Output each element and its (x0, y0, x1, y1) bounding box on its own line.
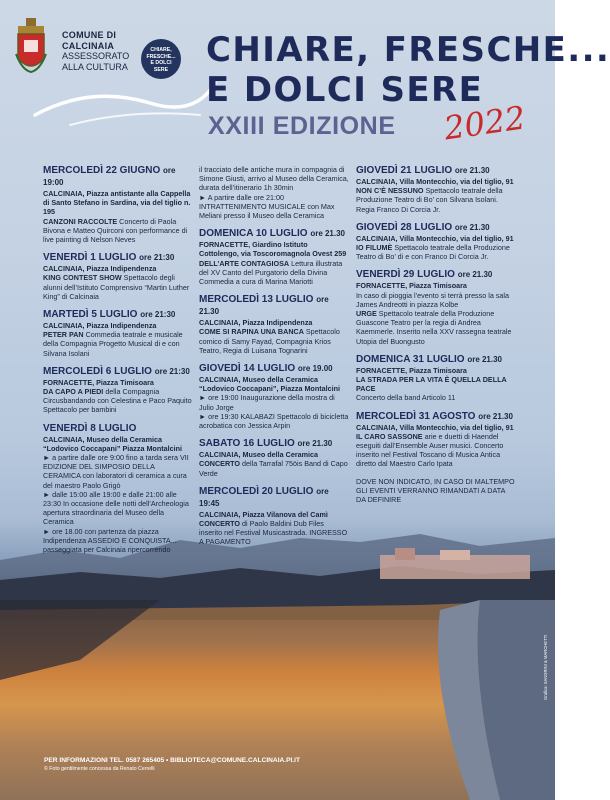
event-item (199, 294, 349, 355)
event-continuation: il tracciato delle antiche mura in compagnia di Simone Giusti, arrivo al Museo della Ceramica, durata dell’itinerario 1h 30min (199, 165, 349, 193)
event-title: KING CONTEST SHOW (43, 273, 122, 283)
event-time: ore 21.30 (454, 166, 490, 175)
event-item (43, 252, 193, 301)
event-desc: Spettacolo degli alunni dell’Istituto Comprensivo “Martin Luther King” di Calcinaia (43, 273, 190, 301)
event-desc: di Paolo Baldini Dub Files inserito nel Festival Musicastrada. INGRESSO A PAGAMENTO (199, 519, 348, 547)
event-item (199, 165, 349, 220)
event-title: PETER PAN (43, 330, 84, 340)
event-title: COME SI RAPINA UNA BANCA (199, 327, 304, 337)
event-desc: Concerto di Paola Bivona e Matteo Quirconi con performance di live painting di Nelson Neves (43, 216, 188, 245)
event-place: CALCINAIA, Piazza Indipendenza (43, 321, 157, 331)
photo-credit: © Foto gentilmente concessa da Renato Cerrelli (44, 766, 155, 772)
event-title: IL CARO SASSONE (356, 431, 423, 441)
event-date: MERCOLEDÌ 22 GIUGNO (43, 165, 161, 176)
event-desc: Spettacolo teatrale della Produzione Teatro di Bo’ con Silvana Isolani. Regia Franco Di Corcia Jr. (356, 186, 503, 214)
event-place: CALCINAIA, Piazza antistante alla Cappella di Santo Stefano in Sardina, via del tiglio n. 195 (43, 189, 191, 217)
title-line2: E DOLCI SERE (206, 70, 484, 110)
event-date: GIOVEDÌ 14 LUGLIO (199, 363, 296, 375)
event-item (356, 269, 516, 345)
event-title: DA CAPO A PIEDI (43, 387, 104, 397)
event-date: GIOVEDÌ 21 LUGLIO (356, 165, 453, 176)
event-desc: Concerto della band Articolo 11 (356, 393, 456, 403)
event-item (356, 222, 516, 262)
logo-badge (141, 39, 181, 79)
title-line1: CHIARE, FRESCHE... (206, 30, 610, 70)
event-desc: Commedia teatrale e musicale della Compagnia Progetto Musical di e con Silvana Isolani (43, 330, 183, 358)
events-column-1 (43, 165, 193, 562)
event-desc: della Compagnia Circusbandando con Celestina e Paco Paquito Spettacolo per bambini (43, 387, 192, 415)
event-place: CALCINAIA, Villa Montecchio, via del tiglio, 91 (356, 177, 514, 186)
event-place: CALCINAIA, Villa Montecchio, via del tiglio, 91 (356, 233, 514, 243)
event-line: ► dalle 15:00 alle 19:00 e dalle 21:00 alle 23:30 In occasione delle notti dell’Archeologia apertura straordinaria del Museo della Ceramica (43, 489, 189, 527)
event-place: CALCINAIA, Museo della Ceramica (199, 450, 319, 460)
municipality-block (62, 30, 129, 72)
event-item (199, 228, 349, 286)
footer-info: PER INFORMAZIONI TEL. 0587 265405 • BIBLIOTECA@COMUNE.CALCINAIA.PI.IT (44, 757, 301, 764)
events-column-3 (356, 165, 516, 504)
event-time: ore 21:30 (139, 253, 175, 263)
event-desc: Spettacolo teatrale della Produzione Teatro di Bo’ di e con Franco Di Corcia Jr. (356, 243, 510, 262)
side-credit: Grafica: SANDRINI & MARCHETTI (543, 634, 548, 700)
event-item (356, 354, 516, 403)
event-item (199, 363, 349, 430)
event-time: ore 21.30 (199, 295, 329, 317)
event-date: VENERDÌ 8 LUGLIO (43, 422, 137, 434)
event-time: ore 21.30 (467, 354, 503, 364)
event-time: ore 21.30 (297, 439, 333, 449)
event-line: ► ore 19:30 KALABAZI Spettacolo di bicicletta acrobatica con Jessica Arpin (199, 411, 349, 431)
event-place: CALCINAIA, Museo della Ceramica “Lodovico Coccapani”, Piazza Montalcini (199, 375, 340, 394)
event-time: ore 19.00 (297, 364, 333, 374)
event-item (43, 309, 193, 358)
event-date: MERCOLEDÌ 20 LUGLIO (199, 485, 314, 497)
event-item (43, 366, 193, 415)
edition-label: XXIII EDIZIONE (208, 112, 396, 140)
event-place: FORNACETTE, Piazza Timisoara (43, 377, 154, 387)
event-time: ore 21.30 (478, 411, 513, 421)
event-note: In caso di pioggia l’evento si terrà presso la sala James Andreotti in piazza Kolbe (356, 290, 510, 309)
decorative-curve (30, 75, 220, 135)
event-time: ore 19:45 (199, 486, 329, 508)
event-place: CALCINAIA, Museo della Ceramica “Lodovico Coccapani” Piazza Montalcini (43, 434, 182, 453)
event-time: ore 19:00 (43, 166, 176, 187)
event-item (356, 165, 516, 214)
weather-note: DOVE NON INDICATO, IN CASO DI MALTEMPO GLI EVENTI VERRANNO RIMANDATI A DATA DA DEFINIRE (356, 476, 515, 505)
event-desc: Spettacolo teatrale della Produzione Guascone Teatro per la regia di Andrea Kaemmerle. Inserito nella XXV rassegna teatrale Utopia del Buongusto (356, 309, 512, 346)
event-date: GIOVEDÌ 28 LUGLIO (356, 221, 453, 233)
event-time: ore 21:30 (154, 366, 190, 376)
event-date: VENERDÌ 1 LUGLIO (43, 252, 137, 264)
event-item (43, 165, 193, 244)
event-place: FORNACETTE, Giardino Istituto Cottolengo, via Toscoromagnola Ovest 259 (199, 240, 347, 259)
event-time: ore 21.30 (457, 270, 493, 280)
event-title: LA STRADA PER LA VITA È QUELLA DELLA PACE (356, 375, 507, 394)
badge-line4: SERE (153, 66, 169, 73)
event-title: NON C’È NESSUNO (356, 186, 424, 196)
event-date: VENERDÌ 29 LUGLIO (356, 269, 455, 281)
event-time: ore 21:30 (140, 310, 176, 320)
event-place: CALCINAIA, Piazza Indipendenza (43, 264, 157, 274)
event-date: SABATO 16 LUGLIO (199, 438, 295, 450)
event-title: CONCERTO (199, 519, 240, 529)
event-title: IO FILUMÈ (356, 243, 393, 253)
event-item (199, 486, 349, 547)
event-place: CALCINAIA, Piazza Indipendenza (199, 318, 313, 328)
event-line: ► a partire dalle ore 9:00 fino a tarda sera VII EDIZIONE DEL SIMPOSIO DELLA CERAMICA con laboratori di ceramica a cura del maestro Paolo Grigò (43, 453, 189, 490)
comune-line2: CALCINAIA (62, 40, 115, 51)
assessorato-line1: ASSESSORATO (62, 51, 130, 61)
event-time: ore 21.30 (454, 222, 490, 232)
event-place: CALCINAIA, Piazza Vilanova del Camì (199, 509, 328, 519)
event-title: CONCERTO (199, 459, 240, 469)
assessorato-line2: ALLA CULTURA (62, 61, 128, 72)
event-date: DOMENICA 10 LUGLIO (199, 228, 308, 240)
event-line: ► ore 18.00 con partenza da piazza Indipendenza ASSEDIO E CONQUISTA... passeggiata per Calcinaia ripercorrendo (43, 526, 177, 555)
event-desc: arie e duetti di Haendel eseguiti dall’Ensemble Auser musici. Concerto inserito nel Festival Toscano di Musica Antica diretto dal Maestro Carlo Ipata (356, 431, 504, 469)
event-date: MERCOLEDÌ 31 AGOSTO (356, 410, 476, 422)
events-column-2 (199, 165, 349, 555)
event-title: CANZONI RACCOLTE (43, 216, 118, 226)
municipal-crest-icon (14, 18, 48, 78)
event-title: URGE (356, 309, 377, 319)
event-item (199, 438, 349, 478)
event-place: CALCINAIA, Villa Montecchio, via del tiglio, 91 (356, 422, 514, 432)
event-desc: Lettura illustrata del XV Canto del Purgatorio della Divina Commedia a cura di Marina Mariotti (199, 258, 343, 287)
badge-line1: CHIARE, (150, 47, 172, 53)
event-desc: Spettacolo comico di Samy Fayad, Compagnia Krios Teatro, Regia di Luisana Tognarini (199, 327, 340, 355)
badge-line3: E DOLCI (150, 60, 172, 67)
event-line: ► ore 19:00 Inaugurazione della mostra di Julio Jorge (199, 393, 335, 412)
year-label: 2022 (441, 98, 528, 148)
event-time: ore 21.30 (310, 229, 346, 239)
event-place: FORNACETTE, Piazza Timisoara (356, 365, 467, 375)
event-desc: della Tarrafal 75öis Band di Capo Verde (199, 459, 348, 478)
event-date: DOMENICA 31 LUGLIO (356, 353, 465, 365)
badge-line2: FRESCHE... (146, 53, 176, 60)
event-item (43, 423, 193, 555)
event-date: MERCOLEDÌ 13 LUGLIO (199, 294, 314, 306)
event-date: MERCOLEDÌ 6 LUGLIO (43, 365, 152, 377)
event-title: DELL’ARTE CONTAGIOSA (199, 258, 290, 268)
event-place: FORNACETTE, Piazza Timisoara (356, 281, 467, 291)
comune-line1: COMUNE DI (62, 30, 117, 40)
event-line: ► A partire dalle ore 21:00 INTRATTENIMENTO MUSICALE con Max Meliani presso il Museo della Ceramica (199, 192, 335, 221)
event-item (356, 411, 516, 469)
event-date: MARTEDÌ 5 LUGLIO (43, 309, 138, 321)
